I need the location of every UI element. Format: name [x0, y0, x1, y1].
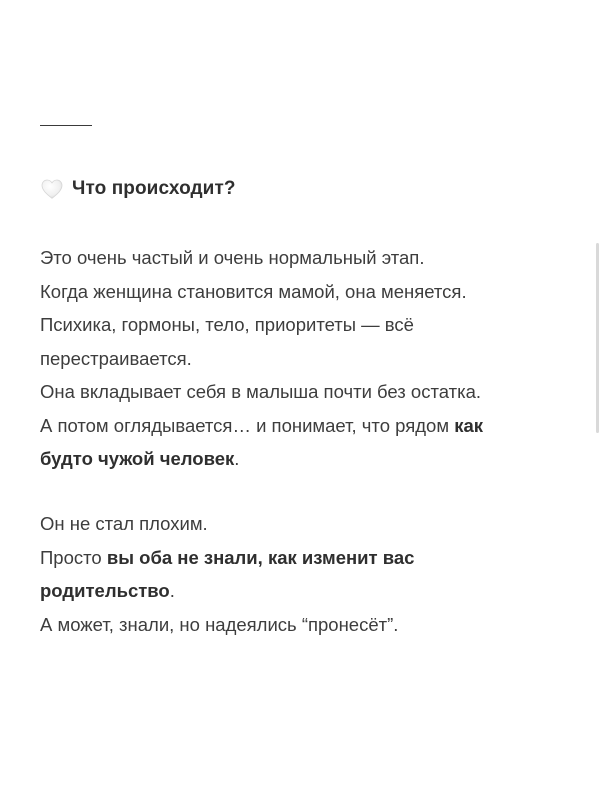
text-bold: будто чужой человек	[40, 448, 235, 469]
text-line: Психика, гормоны, тело, приоритеты — всё	[40, 314, 414, 335]
text-line: Она вкладывает себя в малыша почти без остатка.	[40, 381, 482, 402]
text-bold: вы оба не знали, как изменит вас	[106, 546, 415, 568]
text-line	[40, 541, 570, 575]
text-bold: родительство	[40, 580, 170, 601]
text-normal: Просто	[40, 546, 107, 568]
scrollbar[interactable]	[596, 243, 599, 433]
section-heading	[40, 177, 236, 201]
text-bold: как	[454, 414, 483, 436]
text-normal: А потом оглядывается… и понимает, что рядом	[40, 414, 455, 436]
white-heart-icon	[40, 177, 64, 201]
heading-title: Что происходит?	[72, 178, 236, 199]
text-line	[40, 409, 570, 443]
text-line: перестраивается.	[40, 347, 192, 369]
text-line: Когда женщина становится мамой, она меняется.	[40, 280, 467, 302]
text-line: А может, знали, но надеялись “пронесёт”.	[40, 613, 399, 635]
text-normal: .	[234, 448, 240, 469]
paragraph-conclusion	[40, 507, 570, 641]
text-normal: .	[169, 580, 175, 601]
text-line: Это очень частый и очень нормальный этап.	[40, 247, 425, 268]
section-divider	[40, 125, 92, 126]
paragraph-explanation	[40, 241, 570, 476]
text-line	[40, 442, 570, 476]
text-line	[40, 574, 570, 608]
text-line: Он не стал плохим.	[40, 513, 208, 534]
